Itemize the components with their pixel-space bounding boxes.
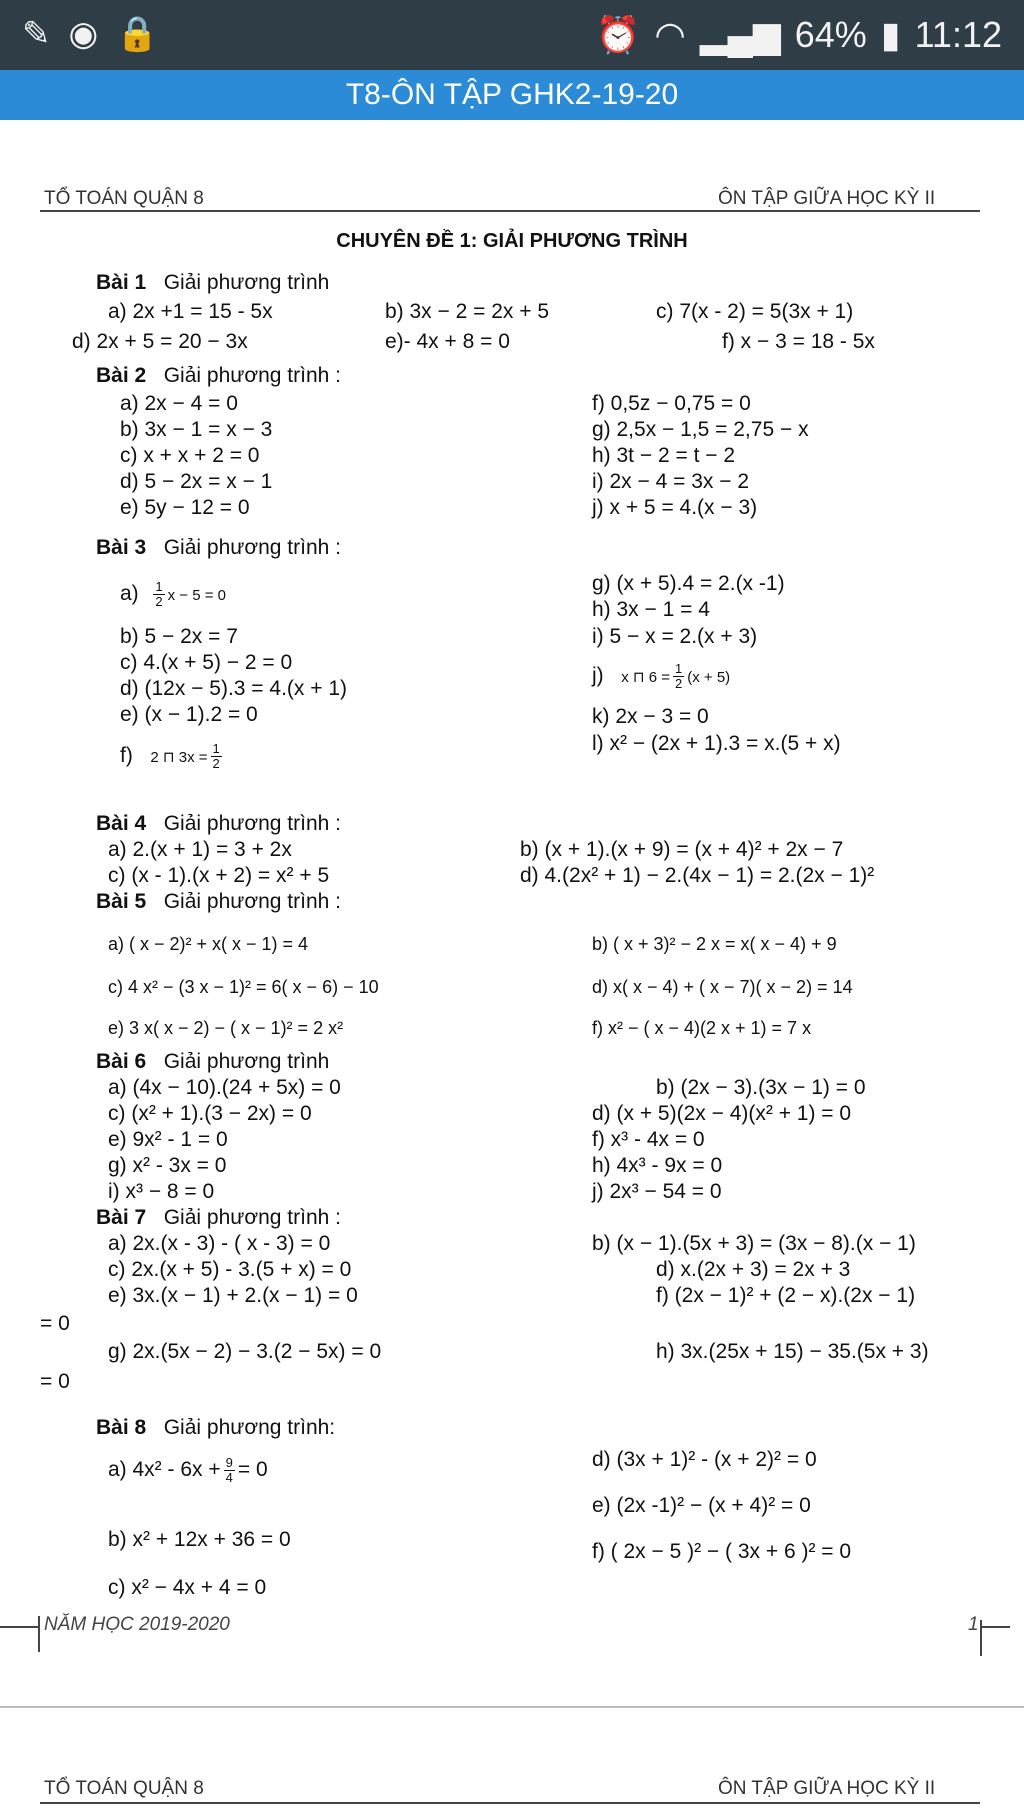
bai3-j-text: x ⊓ 6 =: [621, 669, 670, 687]
footer-rule-left: [0, 1626, 38, 1628]
bai3-item: d) (12x − 5).3 = 4.(x + 1): [120, 677, 348, 700]
bai3-item: c) 4.(x + 5) − 2 = 0: [120, 651, 293, 674]
header-left: TỔ TOÁN QUẬN 8: [44, 1778, 204, 1799]
fraction-num: 9: [225, 1455, 233, 1470]
bai4-item: b) (x + 1).(x + 9) = (x + 4)² + 2x − 7: [520, 838, 844, 861]
bai3-item: b) 5 − 2x = 7: [120, 625, 238, 648]
bai3-item: i) 5 − x = 2.(x + 3): [592, 625, 758, 648]
bai3-a-label: a): [120, 582, 139, 606]
bai8-item: e) (2x -1)² − (x + 4)² = 0: [592, 1494, 811, 1517]
bai2-item: f) 0,5z − 0,75 = 0: [592, 392, 751, 415]
footer-year: NĂM HỌC 2019-2020: [44, 1614, 230, 1635]
chapter-title: CHUYÊN ĐỀ 1: GIẢI PHƯƠNG TRÌNH: [336, 230, 688, 252]
header-rule: [40, 210, 980, 212]
bai6-item: b) (2x − 3).(3x − 1) = 0: [656, 1076, 866, 1099]
bai2-item: d) 5 − 2x = x − 1: [120, 470, 273, 493]
bai4-item: c) (x - 1).(x + 2) = x² + 5: [108, 864, 330, 887]
bai2-item: i) 2x − 4 = 3x − 2: [592, 470, 750, 493]
bai7-item: c) 2x.(x + 5) - 3.(5 + x) = 0: [108, 1258, 352, 1281]
bai2-item: b) 3x − 1 = x − 3: [120, 418, 273, 441]
bai3-item-j: [592, 662, 730, 691]
bai6-desc: Giải phương trình: [163, 1050, 330, 1073]
bai1-item: b) 3x − 2 = 2x + 5: [385, 300, 550, 323]
bai1-item: d) 2x + 5 = 20 − 3x: [72, 330, 248, 353]
page-separator: [0, 1706, 1024, 1708]
bai7-overflow: = 0: [40, 1312, 70, 1335]
bai5-item: e) 3 x( x − 2) − ( x − 1)² = 2 x²: [108, 1018, 344, 1038]
header-right: ÔN TẬP GIỮA HỌC KỲ II: [718, 188, 936, 209]
header-rule: [40, 1802, 980, 1804]
bai8-heading: [96, 1416, 335, 1440]
bai7-heading: [96, 1206, 341, 1230]
bai1-item: a) 2x +1 = 15 - 5x: [108, 300, 273, 323]
bai5-item: a) ( x − 2)² + x( x − 1) = 4: [108, 934, 309, 954]
header-left: TỔ TOÁN QUẬN 8: [44, 188, 204, 209]
bai8-item: b) x² + 12x + 36 = 0: [108, 1528, 291, 1551]
bai6-item: g) x² - 3x = 0: [108, 1154, 227, 1177]
bai7-item: g) 2x.(5x − 2) − 3.(2 − 5x) = 0: [108, 1340, 382, 1363]
bai8-title: Bài 8: [96, 1416, 147, 1439]
bai5-title: Bài 5: [96, 890, 147, 913]
bai3-a-rest: x − 5 = 0: [167, 587, 226, 605]
bai8-a-rest: = 0: [237, 1458, 268, 1482]
bai1-item: e)- 4x + 8 = 0: [385, 330, 510, 353]
bai3-title: Bài 3: [96, 536, 147, 559]
fraction: [153, 580, 164, 609]
alarm-icon: ⏰: [595, 14, 641, 55]
wifi-icon: ◠: [654, 14, 686, 55]
bai5-item: b) ( x + 3)² − 2 x = x( x − 4) + 9: [592, 934, 837, 954]
bai4-item: a) 2.(x + 1) = 3 + 2x: [108, 838, 292, 861]
bai1-desc: Giải phương trình: [163, 271, 330, 294]
bai3-desc: Giải phương trình :: [163, 536, 341, 559]
bai5-item: c) 4 x² − (3 x − 1)² = 6( x − 6) − 10: [108, 977, 379, 997]
fraction: [224, 1456, 235, 1485]
bai2-item: c) x + x + 2 = 0: [120, 444, 260, 467]
bai2-title: Bài 2: [96, 364, 147, 387]
fraction: [673, 662, 684, 691]
bai6-item: h) 4x³ - 9x = 0: [592, 1154, 723, 1177]
fraction-den: 4: [225, 1470, 233, 1485]
bai4-desc: Giải phương trình :: [163, 812, 341, 835]
bai7-desc: Giải phương trình :: [163, 1206, 341, 1229]
bai6-item: j) 2x³ − 54 = 0: [592, 1180, 722, 1203]
bai7-item: e) 3x.(x − 1) + 2.(x − 1) = 0: [108, 1284, 358, 1307]
battery-icon: ▮: [880, 14, 901, 55]
bai3-j-label: j): [592, 664, 604, 688]
bai3-f-text: 2 ⊓ 3x =: [150, 749, 208, 767]
lock-icon: 🔒: [116, 15, 177, 53]
bai1-title: Bài 1: [96, 271, 147, 294]
bai2-item: g) 2,5x − 1,5 = 2,75 − x: [592, 418, 809, 441]
bai1-item: c) 7(x - 2) = 5(3x + 1): [656, 300, 854, 323]
battery-percent: 64%: [794, 14, 867, 55]
bai7-item: h) 3x.(25x + 15) − 35.(5x + 3): [656, 1340, 929, 1363]
bai6-heading: [96, 1050, 329, 1074]
fraction: [211, 742, 222, 771]
bai3-j-rest: (x + 5): [687, 669, 731, 687]
fraction-den: 2: [155, 594, 163, 609]
bai3-heading: [96, 536, 341, 560]
bai3-item: k) 2x − 3 = 0: [592, 705, 709, 728]
bai8-item: d) (3x + 1)² - (x + 2)² = 0: [592, 1448, 817, 1471]
header-right: ÔN TẬP GIỮA HỌC KỲ II: [718, 1778, 936, 1799]
bai2-item: j) x + 5 = 4.(x − 3): [592, 496, 758, 519]
fraction-den: 2: [675, 676, 683, 691]
bai7-item: a) 2x.(x - 3) - ( x - 3) = 0: [108, 1232, 331, 1255]
fraction-num: 1: [155, 579, 163, 594]
bai4-item: d) 4.(2x² + 1) − 2.(4x − 1) = 2.(2x − 1)²: [520, 864, 875, 887]
fraction-num: 1: [212, 741, 220, 756]
bai6-item: c) (x² + 1).(3 − 2x) = 0: [108, 1102, 312, 1125]
bai1-item: f) x − 3 = 18 - 5x: [722, 330, 875, 353]
bai3-item-f: [120, 742, 225, 771]
footer-rule-right: [980, 1626, 1010, 1628]
clock: 11:12: [914, 14, 1002, 55]
bai1-heading: [96, 271, 329, 295]
bai8-item: c) x² − 4x + 4 = 0: [108, 1576, 267, 1599]
hotspot-icon: ◉: [68, 15, 117, 53]
bai3-item: l) x² − (2x + 1).3 = x.(5 + x): [592, 732, 841, 755]
bai8-desc: Giải phương trình:: [163, 1416, 336, 1439]
bai6-title: Bài 6: [96, 1050, 147, 1073]
bai7-item: b) (x − 1).(5x + 3) = (3x − 8).(x − 1): [592, 1232, 916, 1255]
bai4-heading: [96, 812, 341, 836]
bai2-heading: [96, 364, 341, 388]
fraction-den: 2: [212, 756, 220, 771]
document-page[interactable]: [0, 120, 1024, 1820]
bai3-item: h) 3x − 1 = 4: [592, 598, 710, 621]
bai2-item: e) 5y − 12 = 0: [120, 496, 250, 519]
signal-icon: ▂▄▆: [699, 14, 781, 55]
bai7-title: Bài 7: [96, 1206, 147, 1229]
document-title-bar: T8-ÔN TẬP GHK2-19-20: [0, 70, 1024, 120]
status-bar: [0, 0, 1024, 70]
page-number: 1: [968, 1614, 979, 1635]
bai7-item: f) (2x − 1)² + (2 − x).(2x − 1): [656, 1284, 916, 1307]
bai6-item: i) x³ − 8 = 0: [108, 1180, 215, 1203]
bai8-a-label: a) 4x² - 6x +: [108, 1458, 221, 1482]
status-right: [596, 14, 1002, 56]
bai2-item: a) 2x − 4 = 0: [120, 392, 238, 415]
broom-icon: ✎: [22, 15, 69, 53]
bai3-item: g) (x + 5).4 = 2.(x -1): [592, 572, 785, 595]
bai6-item: a) (4x − 10).(24 + 5x) = 0: [108, 1076, 341, 1099]
bai5-item: f) x² − ( x − 4)(2 x + 1) = 7 x: [592, 1018, 812, 1038]
bai8-item: f) ( 2x − 5 )² − ( 3x + 6 )² = 0: [592, 1540, 852, 1563]
bai6-item: e) 9x² - 1 = 0: [108, 1128, 228, 1151]
bai3-item-a: [120, 580, 226, 609]
bai5-desc: Giải phương trình :: [163, 890, 341, 913]
status-left-icons: [22, 14, 177, 54]
bai4-title: Bài 4: [96, 812, 147, 835]
bai5-item: d) x( x − 4) + ( x − 7)( x − 2) = 14: [592, 977, 853, 997]
bai6-item: f) x³ - 4x = 0: [592, 1128, 705, 1151]
bai7-item: d) x.(2x + 3) = 2x + 3: [656, 1258, 851, 1281]
bai5-heading: [96, 890, 341, 914]
footer-tick-left: [38, 1616, 40, 1652]
bai8-item-a: [108, 1456, 268, 1485]
bai3-f-label: f): [120, 744, 133, 768]
fraction-num: 1: [675, 661, 683, 676]
bai6-item: d) (x + 5)(2x − 4)(x² + 1) = 0: [592, 1102, 852, 1125]
bai2-desc: Giải phương trình :: [163, 364, 341, 387]
bai2-item: h) 3t − 2 = t − 2: [592, 444, 736, 467]
bai3-item: e) (x − 1).2 = 0: [120, 703, 258, 726]
bai7-overflow: = 0: [40, 1370, 70, 1393]
